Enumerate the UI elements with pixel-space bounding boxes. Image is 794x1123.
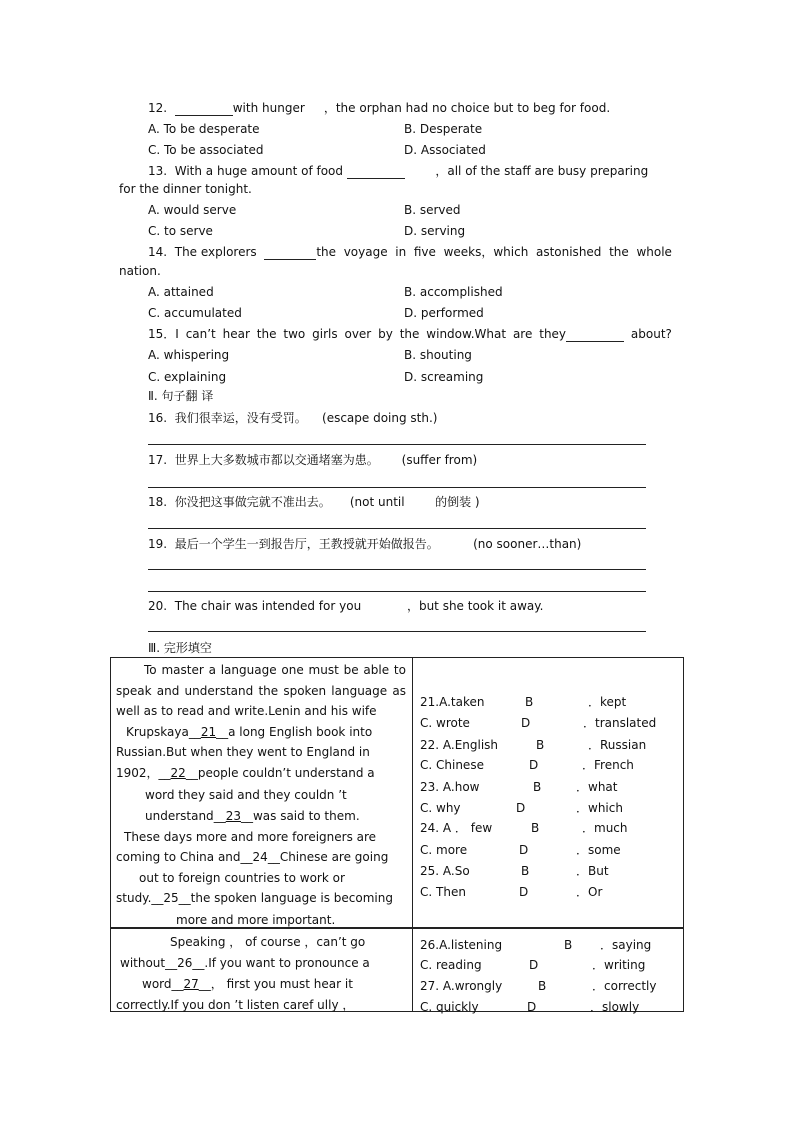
question-14: 14. The explorers the voyage in five weeks，which astonished the whole [148,245,672,259]
option-27b[interactable]: B [538,979,547,993]
passage-line: To master a language one must be able to [144,663,406,677]
question-14-continued: nation. [119,264,161,278]
option-26b[interactable]: B [564,938,573,952]
table-divider [412,928,413,1012]
option-27d[interactable]: D [527,1000,537,1014]
passage-line: Russian.But when they went to England in [116,745,370,759]
blank-27[interactable]: 27 [183,977,199,991]
passage-line: speak and understand the spoken language as [116,684,406,698]
section-2-title: Ⅱ. 句子翻 译 [148,389,214,403]
answer-line[interactable] [148,631,646,632]
passage-line: out to foreign countries to work or [139,871,345,885]
option-27b-text[interactable]: ．correctly [592,979,657,993]
section-3-title: Ⅲ. 完形填空 [148,641,212,655]
option-23c[interactable]: C. why [420,801,461,815]
answer-blank[interactable] [175,103,233,116]
blank-23[interactable]: 23 [225,809,241,823]
option-27c[interactable]: C. quickly [420,1000,479,1014]
option-22c[interactable]: C. Chinese [420,758,484,772]
translation-19: 19. 最后一个学生一到报告厅，王教授就开始做报告。 (no sooner…than) [148,537,582,551]
translation-16: 16. 我们很幸运，没有受罚。 (escape doing sth.) [148,411,438,425]
option-d[interactable]: D. serving [404,224,466,238]
option-24d[interactable]: D [519,843,529,857]
option-23b[interactable]: B [533,780,542,794]
blank-22[interactable]: 22 [170,766,186,780]
option-22d[interactable]: D [529,758,539,772]
option-27a[interactable]: 27. A.wrongly [420,979,503,993]
option-24b[interactable]: B [531,821,540,835]
passage-line: Speaking ， of course ，can’t go [170,935,366,949]
option-21b-text[interactable]: ．kept [588,695,627,709]
option-26d-text[interactable]: ．writing [592,958,646,972]
answer-line[interactable] [148,487,646,488]
question-text: with hunger [232,101,305,115]
option-21b[interactable]: B [525,695,534,709]
option-26d[interactable]: D [529,958,539,972]
option-24c[interactable]: C. more [420,843,468,857]
answer-blank[interactable] [264,247,316,260]
option-d[interactable]: D. screaming [404,370,484,384]
option-c[interactable]: C. To be associated [148,143,264,157]
answer-line[interactable] [148,444,646,445]
option-25d-text[interactable]: ．Or [576,885,603,899]
answer-line[interactable] [148,591,646,592]
translation-20: 20. The chair was intended for you ，but she took it away. [148,599,544,613]
blank-21[interactable]: 21 [200,725,217,739]
option-26a[interactable]: 26.A.listening [420,938,503,952]
option-21d-text[interactable]: ．translated [583,716,657,730]
option-c[interactable]: C. to serve [148,224,213,238]
option-a[interactable]: A. To be desperate [148,122,260,136]
option-d[interactable]: D. Associated [404,143,486,157]
option-22b-text[interactable]: ．Russian [588,738,647,752]
option-21a[interactable]: 21.A.taken [420,695,485,709]
option-b[interactable]: B. accomplished [404,285,503,299]
option-a[interactable]: A. whispering [148,348,230,362]
option-25a[interactable]: 25. A.So [420,864,470,878]
option-25b-text[interactable]: ．But [576,864,609,878]
option-23d-text[interactable]: ．which [576,801,623,815]
blank-24[interactable]: 24 [252,850,268,864]
option-21c[interactable]: C. wrote [420,716,470,730]
passage-line: understand__23__was said to them. [145,809,360,823]
question-text: ，all of the staff are busy preparing [435,164,649,178]
option-b[interactable]: B. Desperate [404,122,483,136]
passage-line: word__27__， first you must hear it [142,977,353,991]
option-a[interactable]: A. attained [148,285,214,299]
passage-line: These days more and more foreigners are [124,830,377,844]
blank-25[interactable]: 25 [163,891,179,905]
table-divider [412,657,413,928]
question-text: With a huge amount of food [174,164,344,178]
question-text: ，the orphan had no choice but to beg for food. [323,101,611,115]
question-13 [148,163,648,179]
option-26b-text[interactable]: ．saying [600,938,652,952]
option-23d[interactable]: D [516,801,526,815]
option-25d[interactable]: D [519,885,529,899]
passage-line: 1902，__22__people couldn’t understand a [116,766,375,780]
question-number: 12. [148,101,168,115]
question-13-continued: for the dinner tonight. [119,182,252,196]
answer-blank[interactable] [566,329,624,342]
passage-line: without__26__.If you want to pronounce a [120,956,370,970]
passage-line: correctly.If you don ’t listen caref ully ， [116,998,355,1012]
question-12 [148,100,610,116]
option-25b[interactable]: B [521,864,530,878]
option-22a[interactable]: 22. A.English [420,738,499,752]
passage-line: more and more important. [176,913,336,927]
answer-blank[interactable] [347,166,405,179]
passage-line: Krupskaya__21__a long English book into [126,725,373,739]
option-21d[interactable]: D [521,716,531,730]
passage-line: study.__25__the spoken language is becoming [116,891,393,905]
option-23a[interactable]: 23. A.how [420,780,480,794]
option-a[interactable]: A. would serve [148,203,237,217]
question-number: 13. [148,164,168,178]
option-b[interactable]: B. served [404,203,461,217]
passage-line: word they said and they couldn ’t [145,788,347,802]
option-27d-text[interactable]: ．slowly [590,1000,640,1014]
option-24b-text[interactable]: ．much [582,821,628,835]
translation-17: 17. 世界上大多数城市都以交通堵塞为患。 (suffer from) [148,453,478,467]
answer-line[interactable] [148,569,646,570]
option-24a[interactable]: 24. A ． few [420,821,493,835]
option-24d-text[interactable]: ．some [576,843,621,857]
passage-line: coming to China and__24__Chinese are going [116,850,389,864]
option-26c[interactable]: C. reading [420,958,482,972]
option-25c[interactable]: C. Then [420,885,466,899]
option-c[interactable]: C. explaining [148,370,227,384]
option-d[interactable]: D. performed [404,306,484,320]
question-15: 15．I can’t hear the two girls over by the window.What are they about? [148,327,672,341]
option-23b-text[interactable]: ．what [576,780,618,794]
answer-line[interactable] [148,528,646,529]
blank-26[interactable]: 26 [177,956,193,970]
translation-18: 18. 你没把这事做完就不准出去。 (not until 的倒装 ) [148,495,480,509]
passage-line: well as to read and write.Lenin and his wife [116,704,377,718]
option-22b[interactable]: B [536,738,545,752]
option-22d-text[interactable]: ．French [582,758,634,772]
option-b[interactable]: B. shouting [404,348,472,362]
option-c[interactable]: C. accumulated [148,306,242,320]
